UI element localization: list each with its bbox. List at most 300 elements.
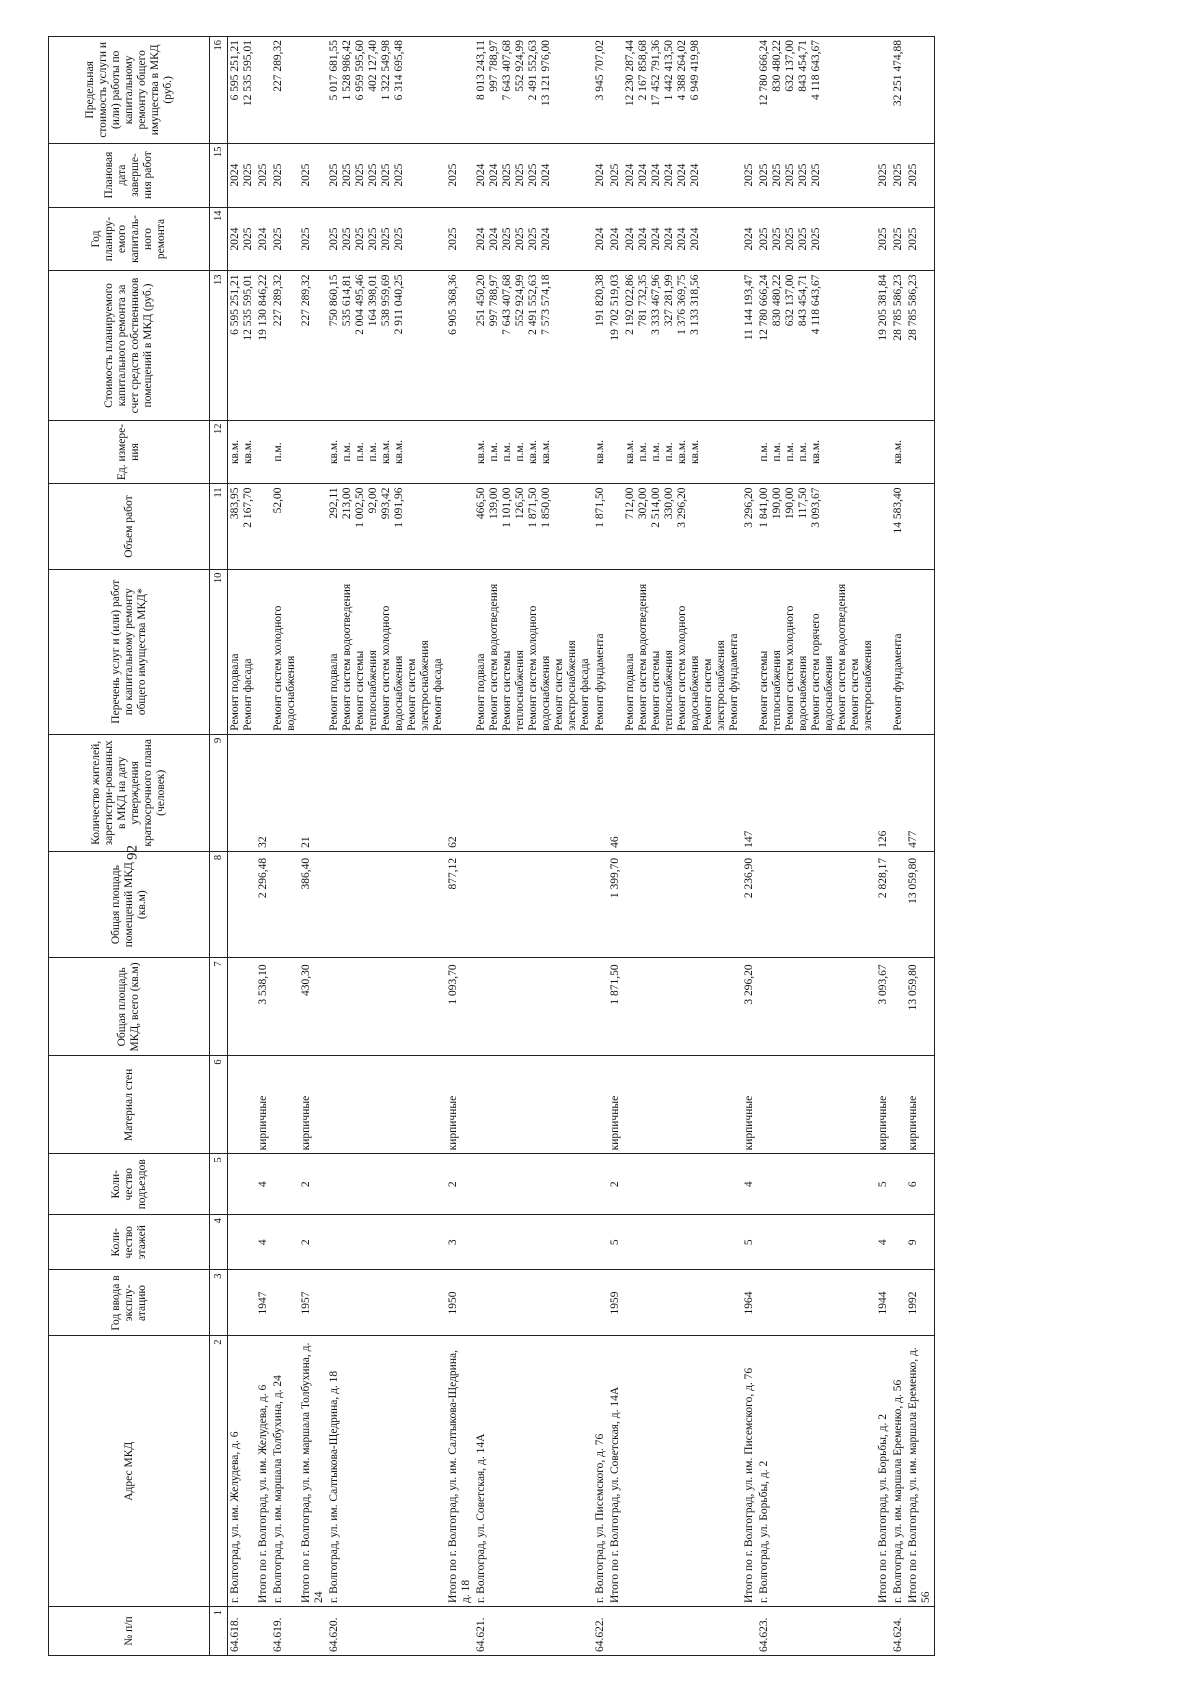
- year-built-cell-text: 1964: [743, 1291, 755, 1315]
- cost-value: 781 732,35: [637, 274, 649, 327]
- unit-value: кв.м.: [242, 439, 254, 465]
- volume-value: 190,00: [784, 487, 796, 520]
- year-built-cell: [757, 1270, 876, 1336]
- address-cell: [891, 1336, 906, 1607]
- cost-cell: [593, 271, 608, 420]
- entrances-cell-text: 6: [907, 1181, 919, 1188]
- wall-material-cell-text: кирпичные: [877, 1095, 889, 1151]
- entrances-cell: [446, 1154, 474, 1215]
- residents-cell: [757, 734, 876, 851]
- unit-cell: [474, 420, 593, 484]
- residents-cell: [891, 734, 906, 851]
- completion-year-value: 2024: [624, 163, 636, 187]
- volume-cell: [757, 484, 876, 569]
- floors-cell: [742, 1215, 757, 1270]
- completion-year-value: 2025: [514, 163, 526, 187]
- repair-year-cell: [271, 207, 299, 271]
- cost-value: 28 785 586,23: [892, 274, 904, 341]
- limit-cost-cell: [906, 37, 935, 144]
- cost-value: 6 595 251,21: [229, 274, 241, 335]
- limit-cost-cell: [327, 37, 446, 144]
- unit-cell: [327, 420, 446, 484]
- repair-year-value: 2025: [771, 227, 783, 251]
- limit-cost-cell: [271, 37, 299, 144]
- volume-value: 92,00: [367, 487, 379, 514]
- row-number: [327, 1607, 446, 1656]
- repair-year-value: 2024: [663, 227, 675, 251]
- address-cell-text: г. Волгоград, ул. им. Салтыкова-Щедрина, д. 18: [328, 1370, 340, 1604]
- repair-year-cell: [906, 207, 935, 271]
- address-cell-text: Итого по г. Волгоград, ул. им. Писемского, д. 76: [743, 1367, 755, 1604]
- unit-cell: [608, 420, 623, 484]
- work-item: Ремонт фасада: [579, 658, 591, 731]
- unit-value: кв.м.: [624, 439, 636, 465]
- completion-date-cell: [608, 143, 623, 207]
- row-number: [593, 1607, 608, 1656]
- entrances-cell-text: 4: [257, 1181, 269, 1188]
- residents-cell: [608, 734, 623, 851]
- column-header: Предельная стоимость услуги и (или) работы по капитальному ремонту общего имущества в МКД (руб.): [49, 37, 210, 144]
- year-built-cell: [299, 1270, 327, 1336]
- premises-area-cell: [299, 851, 327, 958]
- limit-cost-cell: [757, 37, 876, 144]
- unit-value: п.м.: [354, 442, 366, 462]
- entrances-cell: [608, 1154, 623, 1215]
- address-cell-text: г. Волгоград, ул. Советская, д. 14А: [475, 1433, 487, 1604]
- cost-cell: [891, 271, 906, 420]
- repair-year-value: 2025: [447, 227, 459, 251]
- total-area-cell-text: 3 296,20: [743, 964, 755, 1005]
- volume-value: 3 093,67: [810, 487, 822, 528]
- repair-year-value: 2025: [300, 227, 312, 251]
- entrances-cell: [256, 1154, 271, 1215]
- unit-value: кв.м.: [475, 439, 487, 465]
- cost-value: 552 924,99: [514, 274, 526, 327]
- volume-cell: [891, 484, 906, 569]
- repair-year-value: 2025: [514, 227, 526, 251]
- table-row: [757, 37, 876, 1656]
- repair-year-value: 2025: [272, 227, 284, 251]
- volume-value: 330,00: [663, 487, 675, 520]
- premises-area-cell: [446, 851, 474, 958]
- wall-material-cell: [327, 1056, 446, 1154]
- address-cell-text: г. Волгоград, ул. Борьбы, д. 2: [758, 1460, 770, 1604]
- total-area-cell: [327, 958, 446, 1056]
- volume-value: 993,42: [380, 487, 392, 520]
- unit-cell: [742, 420, 757, 484]
- completion-year-value: 2025: [257, 163, 269, 187]
- year-built-cell-text: 1992: [907, 1291, 919, 1315]
- address-cell: [593, 1336, 608, 1607]
- limit-cost-cell: [256, 37, 271, 144]
- address-cell: [228, 1336, 257, 1607]
- unit-cell: [256, 420, 271, 484]
- volume-cell: [256, 484, 271, 569]
- volume-value: 126,50: [514, 487, 526, 520]
- limit-cost-value: 5 017 681,55: [328, 40, 340, 101]
- residents-cell: [228, 734, 257, 851]
- repair-year-value: 2025: [797, 227, 809, 251]
- unit-cell: [906, 420, 935, 484]
- volume-value: 383,95: [229, 487, 241, 520]
- address-cell: [256, 1336, 271, 1607]
- residents-cell: [271, 734, 299, 851]
- residents-cell: [742, 734, 757, 851]
- cost-value: 19 205 381,84: [877, 274, 889, 341]
- unit-cell: [876, 420, 891, 484]
- column-number: 4: [210, 1215, 228, 1270]
- column-header: Стоимость планируемого капитального ремонта за счет средств собственников помещений в МКД (руб.): [49, 271, 210, 420]
- repair-year-cell: [876, 207, 891, 271]
- work-item: Ремонт систем водоотведения: [341, 583, 353, 731]
- cost-value: 28 785 586,23: [907, 274, 919, 341]
- address-cell: [299, 1336, 327, 1607]
- work-item: Ремонт подвала: [624, 653, 636, 731]
- floors-cell: [228, 1215, 257, 1270]
- wall-material-cell: [757, 1056, 876, 1154]
- total-row: [742, 37, 757, 1656]
- work-item: Ремонт системы теплоснабжения: [354, 650, 379, 731]
- repair-year-value: 2025: [784, 227, 796, 251]
- floors-cell: [608, 1215, 623, 1270]
- year-built-cell-text: 1959: [609, 1291, 621, 1315]
- column-header: Материал стен: [49, 1056, 210, 1154]
- entrances-cell: [299, 1154, 327, 1215]
- total-row: [446, 37, 474, 1656]
- cost-value: 997 788,97: [488, 274, 500, 327]
- volume-value: 190,00: [771, 487, 783, 520]
- total-area-cell-text: 3 538,10: [257, 964, 269, 1005]
- unit-value: кв.м.: [892, 439, 904, 465]
- volume-value: 1 002,50: [354, 487, 366, 528]
- completion-year-value: 2025: [771, 163, 783, 187]
- repair-year-cell: [228, 207, 257, 271]
- total-row: [299, 37, 327, 1656]
- year-built-cell: [228, 1270, 257, 1336]
- repair-year-value: 2025: [877, 227, 889, 251]
- completion-year-value: 2025: [393, 163, 405, 187]
- wall-material-cell-text: кирпичные: [609, 1095, 621, 1151]
- wall-material-cell: [299, 1056, 327, 1154]
- repair-year-value: 2025: [501, 227, 513, 251]
- address-cell-text: Итого по г. Волгоград, ул. им. маршала Толбухина, д. 24: [300, 1342, 325, 1604]
- cost-value: 1 376 369,75: [676, 274, 688, 335]
- total-area-cell-text: 3 093,67: [877, 964, 889, 1005]
- completion-date-cell: [876, 143, 891, 207]
- unit-value: кв.м.: [393, 439, 405, 465]
- column-number: 1: [210, 1607, 228, 1656]
- table-row: [271, 37, 299, 1656]
- column-header: Коли-чество этажей: [49, 1215, 210, 1270]
- work-item: Ремонт систем холодного водоснабжения: [527, 605, 552, 731]
- cost-value: 830 480,22: [771, 274, 783, 327]
- table-row: [623, 37, 742, 1656]
- row-number-text: 64.618.: [229, 1617, 241, 1652]
- residents-cell-text: 46: [609, 836, 621, 848]
- wall-material-cell: [256, 1056, 271, 1154]
- residents-cell-text: 126: [877, 830, 889, 848]
- volume-value: 2 167,70: [242, 487, 254, 528]
- limit-cost-value: 8 013 243,11: [475, 40, 487, 100]
- unit-value: п.м.: [637, 442, 649, 462]
- cost-cell: [327, 271, 446, 420]
- unit-cell: [757, 420, 876, 484]
- cost-value: 750 860,15: [328, 274, 340, 327]
- year-built-cell-text: 1957: [300, 1291, 312, 1315]
- year-built-cell: [593, 1270, 608, 1336]
- completion-year-value: 2025: [743, 163, 755, 187]
- address-cell-text: Итого по г. Волгоград, ул. им. Салтыкова-Щедрина, д. 18: [447, 1350, 472, 1604]
- limit-cost-value: 12 535 595,01: [242, 40, 254, 107]
- year-built-cell: [623, 1270, 742, 1336]
- repair-year-value: 2025: [907, 227, 919, 251]
- cost-value: 12 535 595,01: [242, 274, 254, 341]
- total-area-cell-text: 1 093,70: [447, 964, 459, 1005]
- wall-material-cell: [608, 1056, 623, 1154]
- volume-value: 117,50: [797, 487, 809, 519]
- premises-area-cell-text: 877,12: [447, 857, 459, 890]
- column-number: 5: [210, 1154, 228, 1215]
- limit-cost-value: 32 251 474,88: [892, 40, 904, 107]
- column-header: Плановая дата заверше-ния работ: [49, 143, 210, 207]
- cost-cell: [474, 271, 593, 420]
- work-item: Ремонт систем электроснабжения: [849, 640, 874, 731]
- wall-material-cell-text: кирпичные: [907, 1095, 919, 1151]
- repair-year-cell: [593, 207, 608, 271]
- column-header: Общая площадь МКД, всего (кв.м): [49, 958, 210, 1056]
- table-row: [228, 37, 257, 1656]
- floors-cell: [446, 1215, 474, 1270]
- completion-year-value: 2025: [797, 163, 809, 187]
- total-area-cell: [299, 958, 327, 1056]
- repair-year-value: 2025: [242, 227, 254, 251]
- residents-cell: [906, 734, 935, 851]
- wall-material-cell: [474, 1056, 593, 1154]
- column-number: 9: [210, 734, 228, 851]
- cost-cell: [757, 271, 876, 420]
- repair-year-cell: [757, 207, 876, 271]
- repair-year-cell: [446, 207, 474, 271]
- floors-cell-text: 4: [877, 1239, 889, 1246]
- premises-area-cell-text: 13 059,80: [907, 857, 919, 904]
- address-cell: [271, 1336, 299, 1607]
- limit-cost-value: 1 528 986,42: [341, 40, 353, 101]
- unit-value: кв.м.: [594, 439, 606, 465]
- year-built-cell: [327, 1270, 446, 1336]
- total-area-cell: [623, 958, 742, 1056]
- work-item: Ремонт фундамента: [728, 633, 740, 731]
- repair-year-value: 2025: [367, 227, 379, 251]
- limit-cost-value: 632 137,00: [784, 40, 796, 92]
- volume-cell: [593, 484, 608, 569]
- column-header: Количество жителей, зарегистри-рованных в МКД на дату утверждения краткосрочного плана (человек): [49, 734, 210, 851]
- row-number: [891, 1607, 906, 1656]
- completion-year-value: 2024: [229, 163, 241, 187]
- entrances-cell-text: 5: [877, 1181, 889, 1188]
- limit-cost-value: 3 945 707,02: [594, 40, 606, 101]
- volume-value: 2 514,00: [650, 487, 662, 528]
- repair-year-value: 2024: [689, 227, 701, 251]
- limit-cost-value: 843 454,71: [797, 40, 809, 92]
- residents-cell: [623, 734, 742, 851]
- completion-date-cell: [256, 143, 271, 207]
- row-number: [876, 1607, 891, 1656]
- premises-area-cell: [256, 851, 271, 958]
- column-header: Ед. измере-ния: [49, 420, 210, 484]
- floors-cell: [299, 1215, 327, 1270]
- repair-year-value: 2024: [743, 227, 755, 251]
- works-cell: [228, 569, 257, 734]
- cost-value: 2 911 040,25: [393, 274, 405, 335]
- limit-cost-cell: [474, 37, 593, 144]
- repair-year-cell: [891, 207, 906, 271]
- limit-cost-cell: [742, 37, 757, 144]
- limit-cost-value: 17 452 791,36: [650, 40, 662, 107]
- floors-cell: [757, 1215, 876, 1270]
- repair-year-value: 2024: [257, 227, 269, 251]
- completion-year-value: 2025: [501, 163, 513, 187]
- page-number: 92: [124, 845, 141, 860]
- works-cell: [623, 569, 742, 734]
- row-number-text: 64.621.: [475, 1617, 487, 1652]
- column-number: 2: [210, 1336, 228, 1607]
- limit-cost-cell: [299, 37, 327, 144]
- volume-value: 1 841,00: [758, 487, 770, 528]
- floors-cell-text: 5: [609, 1239, 621, 1246]
- volume-value: 1 091,96: [393, 487, 405, 528]
- year-built-cell: [256, 1270, 271, 1336]
- column-header: № п/п: [49, 1607, 210, 1656]
- volume-cell: [474, 484, 593, 569]
- unit-value: кв.м.: [540, 439, 552, 465]
- year-built-cell-text: 1950: [447, 1291, 459, 1315]
- completion-year-value: 2025: [784, 163, 796, 187]
- wall-material-cell: [906, 1056, 935, 1154]
- repair-year-value: 2025: [810, 227, 822, 251]
- volume-cell: [327, 484, 446, 569]
- works-cell: [256, 569, 271, 734]
- column-number: 12: [210, 420, 228, 484]
- address-cell-text: Итого по г. Волгоград, ул. Советская, д. 14А: [609, 1386, 621, 1604]
- residents-cell: [876, 734, 891, 851]
- floors-cell: [623, 1215, 742, 1270]
- column-number: 13: [210, 271, 228, 420]
- premises-area-cell: [474, 851, 593, 958]
- volume-value: 712,00: [624, 487, 636, 520]
- volume-cell: [271, 484, 299, 569]
- entrances-cell: [742, 1154, 757, 1215]
- column-number-row: [210, 37, 228, 1656]
- volume-cell: [876, 484, 891, 569]
- column-header: Перечень услуг и (или) работ по капитальному ремонту общего имущества МКД*: [49, 569, 210, 734]
- cost-value: 632 137,00: [784, 274, 796, 327]
- wall-material-cell: [876, 1056, 891, 1154]
- total-area-cell: [271, 958, 299, 1056]
- unit-value: п.м.: [758, 442, 770, 462]
- row-number: [474, 1607, 593, 1656]
- work-item: Ремонт систем электроснабжения: [406, 640, 431, 731]
- address-cell-text: г. Волгоград, ул. им. Желудева, д. 6: [229, 1431, 241, 1604]
- works-cell: [271, 569, 299, 734]
- repair-year-cell: [474, 207, 593, 271]
- residents-cell: [327, 734, 446, 851]
- cost-cell: [256, 271, 271, 420]
- volume-cell: [608, 484, 623, 569]
- cost-value: 2 491 552,63: [527, 274, 539, 335]
- repair-year-value: 2024: [229, 227, 241, 251]
- works-cell: [327, 569, 446, 734]
- total-area-cell: [906, 958, 935, 1056]
- limit-cost-value: 12 780 666,24: [758, 40, 770, 107]
- year-built-cell: [271, 1270, 299, 1336]
- repair-year-value: 2024: [488, 227, 500, 251]
- year-built-cell: [446, 1270, 474, 1336]
- floors-cell-text: 4: [257, 1239, 269, 1246]
- limit-cost-cell: [446, 37, 474, 144]
- premises-area-cell: [876, 851, 891, 958]
- total-row: [608, 37, 623, 1656]
- premises-area-cell: [757, 851, 876, 958]
- completion-year-value: 2025: [300, 163, 312, 187]
- address-cell: [446, 1336, 474, 1607]
- cost-cell: [271, 271, 299, 420]
- work-item: Ремонт систем холодного водоснабжения: [784, 605, 809, 731]
- entrances-cell: [906, 1154, 935, 1215]
- cost-cell: [906, 271, 935, 420]
- cost-value: 191 820,38: [594, 274, 606, 327]
- completion-year-value: 2025: [380, 163, 392, 187]
- total-row: [876, 37, 891, 1656]
- wall-material-cell-text: кирпичные: [743, 1095, 755, 1151]
- unit-value: кв.м.: [676, 439, 688, 465]
- work-item: Ремонт системы теплоснабжения: [650, 650, 675, 731]
- volume-value: 14 583,40: [892, 487, 904, 534]
- unit-value: п.м.: [784, 442, 796, 462]
- premises-area-cell: [271, 851, 299, 958]
- residents-cell: [593, 734, 608, 851]
- unit-value: кв.м.: [527, 439, 539, 465]
- completion-year-value: 2025: [242, 163, 254, 187]
- entrances-cell: [757, 1154, 876, 1215]
- wall-material-cell: [593, 1056, 608, 1154]
- completion-year-value: 2025: [341, 163, 353, 187]
- completion-year-value: 2025: [609, 163, 621, 187]
- work-item: Ремонт фасада: [242, 658, 254, 731]
- unit-value: кв.м.: [229, 439, 241, 465]
- premises-area-cell-text: 1 399,70: [609, 857, 621, 899]
- residents-cell: [474, 734, 593, 851]
- work-item: Ремонт систем водоотведения: [488, 583, 500, 731]
- completion-year-value: 2024: [650, 163, 662, 187]
- column-header: Адрес МКД: [49, 1336, 210, 1607]
- unit-value: п.м.: [514, 442, 526, 462]
- floors-cell: [327, 1215, 446, 1270]
- row-number: [608, 1607, 623, 1656]
- cost-value: 4 118 643,67: [810, 274, 822, 335]
- unit-cell: [271, 420, 299, 484]
- floors-cell: [906, 1215, 935, 1270]
- wall-material-cell: [623, 1056, 742, 1154]
- column-number: 10: [210, 569, 228, 734]
- floors-cell: [256, 1215, 271, 1270]
- row-number: [299, 1607, 327, 1656]
- cost-value: 19 130 846,22: [257, 274, 269, 341]
- work-item: Ремонт фундамента: [594, 633, 606, 731]
- column-number: 3: [210, 1270, 228, 1336]
- entrances-cell: [623, 1154, 742, 1215]
- floors-cell: [271, 1215, 299, 1270]
- completion-year-value: 2024: [488, 163, 500, 187]
